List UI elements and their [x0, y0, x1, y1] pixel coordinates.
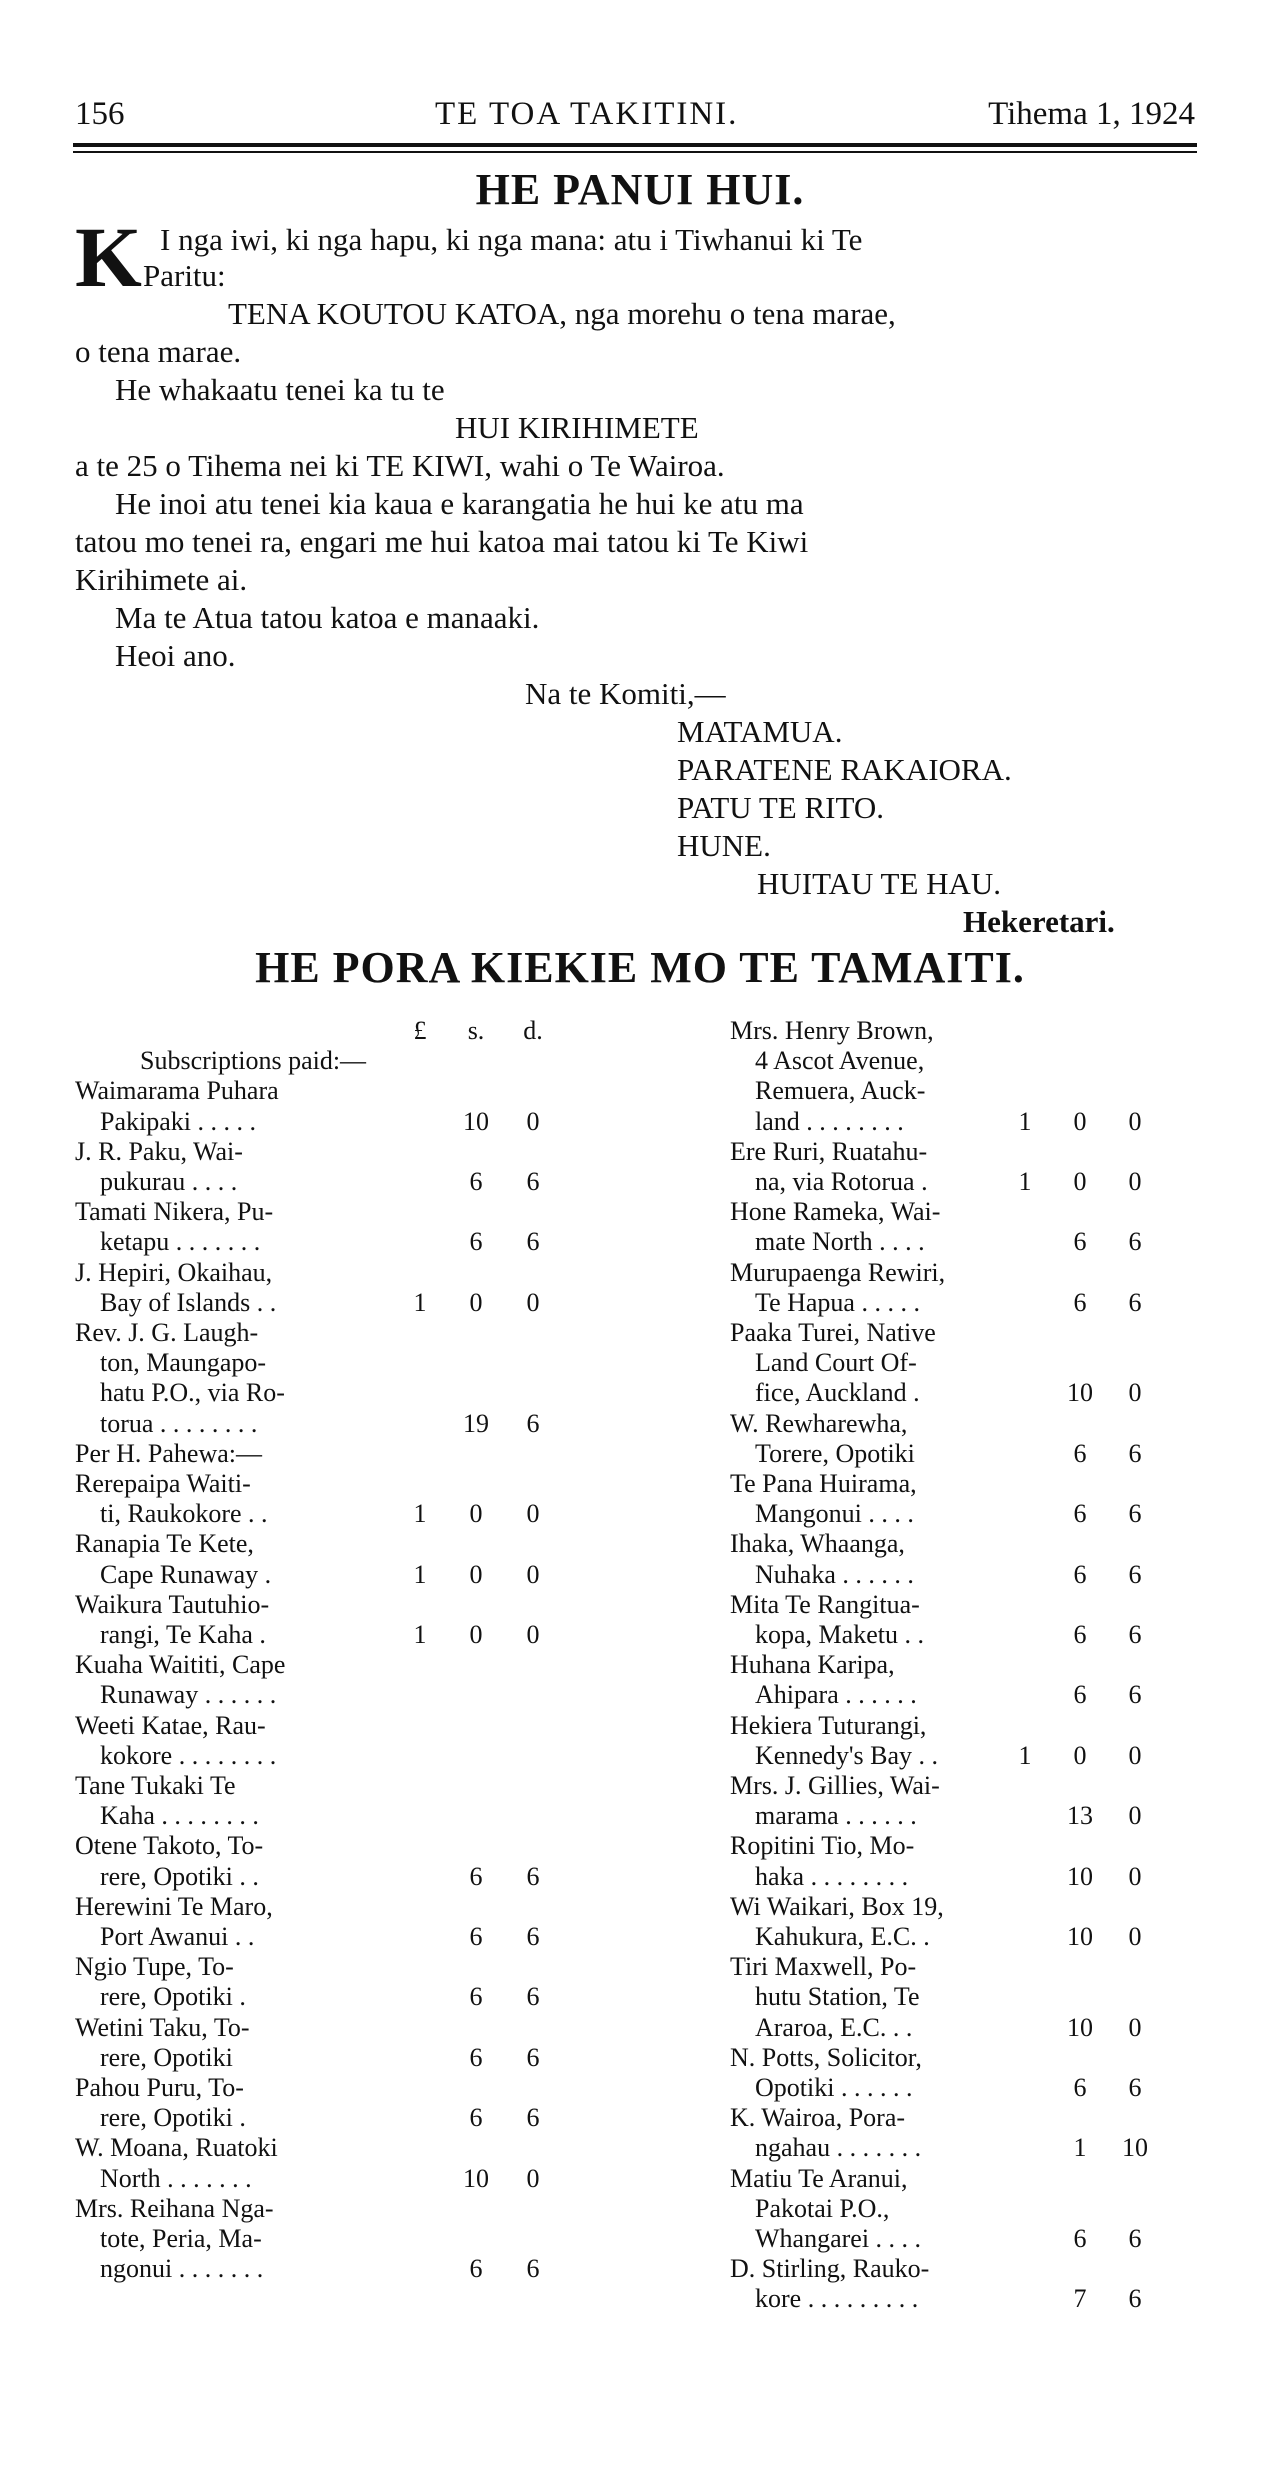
amount-pounds: [405, 2103, 435, 2133]
amount-shillings: [461, 1439, 491, 1469]
subscriber-line: Ahipara . . . . . .: [755, 1680, 917, 1710]
subscriber-line: Opotiki . . . . . .: [755, 2073, 913, 2102]
subscriber-line: Waikura Tautuhio-: [75, 1589, 270, 1619]
page-header: [75, 96, 1195, 140]
subscriber-line: J. Hepiri, Okaihau,: [75, 1257, 273, 1287]
subscriber-line: rere, Opotiki: [100, 2042, 233, 2072]
amount-shillings: 13: [1067, 1801, 1093, 1831]
subscriber-line: Ranapia Te Kete,: [75, 1529, 254, 1559]
subscriber-line: ketapu . . . . . . .: [100, 1227, 261, 1257]
subscriber-line: Hone Rameka, Wai-: [730, 1197, 941, 1227]
amount-pence: 6: [526, 2254, 540, 2284]
subscriber-line: ton, Maungapo-: [100, 1348, 267, 1378]
column-header-shillings: s.: [467, 1016, 485, 1045]
subscriber-line: torua . . . . . . . .: [100, 1408, 258, 1438]
subscriber-line: rere, Opotiki .: [100, 2103, 246, 2133]
notice-line: Hekeretari.: [963, 904, 1115, 939]
subscriber-line: mate North . . . .: [755, 1227, 925, 1257]
notice-title: HE PANUI HUI.: [475, 165, 805, 214]
amount-pounds: [1010, 2284, 1040, 2314]
subscriber-line: Pakipaki . . . . .: [100, 1106, 256, 1136]
subscriber-line: Bay of Islands . .: [100, 1287, 277, 1317]
amount-shillings: 6: [1073, 1287, 1087, 1317]
amount-pounds: [405, 1741, 435, 1771]
amount-pence: [518, 1439, 548, 1469]
amount-pounds: [1010, 1862, 1040, 1892]
subscriber-line: Pakotai P.O.,: [755, 2193, 890, 2223]
amount-shillings: 6: [1073, 1227, 1087, 1257]
notice-line: HUI KIRIHIMETE: [455, 410, 699, 445]
amount-pounds: [405, 1982, 435, 2012]
subscriber-line: Nuhaka . . . . . .: [755, 1559, 914, 1589]
header-rule-thin: [73, 151, 1197, 153]
subscriber-line: 4 Ascot Avenue,: [755, 1046, 925, 1076]
subscriber-line: ngonui . . . . . . .: [100, 2254, 264, 2284]
amount-pounds: [405, 2254, 435, 2284]
notice-line: Na te Komiti,—: [525, 676, 726, 711]
notice-line: HUITAU TE HAU.: [757, 866, 1002, 901]
subscriber-line: Kahukura, E.C. .: [755, 1922, 930, 1951]
amount-shillings: 0: [1073, 1106, 1087, 1136]
amount-shillings: 6: [469, 1167, 483, 1196]
amount-pence: 10: [1122, 2133, 1148, 2163]
amount-pence: 6: [526, 1861, 540, 1891]
amount-shillings: 6: [1073, 1438, 1087, 1468]
subscriber-line: ti, Raukokore . .: [100, 1499, 268, 1529]
amount-pence: 0: [1128, 1740, 1142, 1770]
amount-shillings: 6: [1073, 1499, 1087, 1529]
subscriber-line: Rerepaipa Waiti-: [75, 1469, 251, 1498]
amount-pence: 0: [526, 1106, 540, 1136]
amount-shillings: 6: [469, 1227, 483, 1257]
amount-pounds: 1: [413, 1620, 427, 1649]
amount-pence: [518, 1801, 548, 1831]
subscriber-line: rere, Opotiki .: [100, 1982, 246, 2012]
subscriber-line: Runaway . . . . . .: [100, 1680, 277, 1710]
amount-pence: 0: [1128, 1922, 1142, 1951]
amount-pence: 6: [1128, 1438, 1142, 1468]
amount-pounds: [405, 2043, 435, 2073]
amount-pounds: 1: [1018, 1740, 1032, 1770]
amount-pounds: 1: [413, 1559, 427, 1589]
notice-line: PATU TE RITO.: [677, 790, 884, 825]
subscriptions-intro: Subscriptions paid:—: [140, 1046, 367, 1076]
amount-shillings: 6: [469, 2103, 483, 2133]
amount-shillings: 6: [469, 1861, 483, 1891]
amount-pence: 6: [526, 1167, 540, 1196]
amount-shillings: 6: [469, 2042, 483, 2072]
notice-line: Kirihimete ai.: [75, 562, 248, 597]
amount-shillings: 0: [1073, 1167, 1087, 1196]
amount-pounds: [1010, 2224, 1040, 2254]
subscriber-line: Remuera, Auck-: [755, 1076, 926, 1106]
amount-shillings: 10: [1067, 1861, 1093, 1891]
subscriber-line: fice, Auckland .: [755, 1378, 920, 1408]
subscriber-line: Te Pana Huirama,: [730, 1469, 917, 1498]
subscriber-line: Ere Ruri, Ruatahu-: [730, 1136, 928, 1166]
subscriber-line: Per H. Pahewa:—: [75, 1438, 263, 1468]
subscriber-line: Kuaha Waititi, Cape: [75, 1650, 286, 1680]
amount-pence: [518, 1741, 548, 1771]
amount-pounds: 1: [413, 1287, 427, 1317]
subscriber-line: Torere, Opotiki: [755, 1438, 915, 1468]
amount-shillings: 19: [463, 1408, 489, 1438]
amount-shillings: 0: [469, 1499, 483, 1529]
amount-shillings: 6: [1073, 1559, 1087, 1589]
subscriber-line: Cape Runaway .: [100, 1559, 272, 1589]
notice-line: MATAMUA.: [677, 714, 843, 749]
amount-pounds: [405, 1107, 435, 1137]
amount-shillings: 0: [469, 1287, 483, 1317]
subscriber-line: kopa, Maketu . .: [755, 1620, 924, 1649]
amount-pounds: [1010, 1680, 1040, 1710]
notice-line: Paritu:: [143, 258, 226, 293]
notice-line: I nga iwi, ki nga hapu, ki nga mana: atu i Tiwhanui ki Te: [160, 222, 863, 257]
amount-pounds: 1: [413, 1499, 427, 1529]
subscriber-line: Pahou Puru, To-: [75, 2073, 244, 2102]
subscriber-line: Matiu Te Aranui,: [730, 2163, 908, 2193]
subscriber-line: tote, Peria, Ma-: [100, 2224, 262, 2253]
subscriber-line: Weeti Katae, Rau-: [75, 1710, 266, 1740]
amount-pence: 6: [1128, 1680, 1142, 1710]
amount-pounds: [1010, 1288, 1040, 1318]
notice-line: He inoi atu tenei kia kaua e karangatia he hui ke atu ma: [115, 486, 804, 521]
subscriber-line: Otene Takoto, To-: [75, 1831, 264, 1861]
subscriber-line: Whangarei . . . .: [755, 2224, 922, 2253]
subscriptions-title: HE PORA KIEKIE MO TE TAMAITI.: [255, 943, 1025, 992]
amount-shillings: [461, 1741, 491, 1771]
notice-line: TENA KOUTOU KATOA, nga morehu o tena marae,: [228, 296, 896, 331]
subscriber-line: Tane Tukaki Te: [75, 1771, 236, 1800]
amount-shillings: 6: [1073, 2073, 1087, 2102]
amount-pence: 6: [526, 1982, 540, 2012]
amount-pence: 6: [1128, 1227, 1142, 1257]
subscriber-line: kore . . . . . . . . .: [755, 2284, 919, 2314]
issue-date: Tihema 1, 1924: [988, 96, 1195, 132]
amount-shillings: 6: [1073, 1680, 1087, 1710]
subscriber-line: ngahau . . . . . . .: [755, 2133, 922, 2163]
amount-shillings: 6: [469, 1922, 483, 1951]
amount-pounds: [405, 1801, 435, 1831]
amount-pounds: [1010, 1227, 1040, 1257]
subscriber-line: Araroa, E.C. . .: [755, 2012, 913, 2042]
amount-pounds: [1010, 1620, 1040, 1650]
amount-shillings: 10: [1067, 2012, 1093, 2042]
amount-pounds: [1010, 2073, 1040, 2103]
amount-pounds: [1010, 2133, 1040, 2163]
subscriber-line: Waimarama Puhara: [75, 1076, 279, 1106]
amount-shillings: 0: [469, 1620, 483, 1649]
subscriber-line: Ngio Tupe, To-: [75, 1952, 234, 1982]
subscriber-line: marama . . . . . .: [755, 1801, 917, 1831]
subscriber-line: hatu P.O., via Ro-: [100, 1378, 285, 1408]
amount-pounds: [1010, 1439, 1040, 1469]
amount-pence: 0: [1128, 2012, 1142, 2042]
subscriber-line: D. Stirling, Rauko-: [730, 2254, 930, 2284]
amount-pence: 6: [526, 1408, 540, 1438]
amount-pence: 6: [1128, 2073, 1142, 2102]
amount-pence: 6: [1128, 1287, 1142, 1317]
subscriber-line: North . . . . . . .: [100, 2163, 252, 2193]
amount-pence: 0: [1128, 1167, 1142, 1196]
amount-shillings: 0: [1073, 1740, 1087, 1770]
subscriber-line: na, via Rotorua .: [755, 1167, 928, 1196]
amount-pence: 6: [1128, 2224, 1142, 2253]
amount-pence: 6: [526, 2103, 540, 2133]
publication-title: TE TOA TAKITINI.: [435, 96, 739, 132]
subscriber-line: haka . . . . . . . .: [755, 1861, 909, 1891]
subscriber-line: Tamati Nikera, Pu-: [75, 1197, 274, 1227]
subscriber-line: Kennedy's Bay . .: [755, 1740, 939, 1770]
amount-shillings: [461, 1680, 491, 1710]
amount-shillings: 7: [1073, 2284, 1087, 2314]
amount-pence: [518, 1680, 548, 1710]
amount-shillings: 10: [463, 1106, 489, 1136]
subscriber-line: N. Potts, Solicitor,: [730, 2042, 922, 2072]
amount-pounds: 1: [1018, 1167, 1032, 1196]
amount-pounds: [405, 2164, 435, 2194]
subscriber-line: Paaka Turei, Native: [730, 1318, 936, 1347]
amount-pounds: [405, 1227, 435, 1257]
amount-pence: 6: [1128, 1620, 1142, 1649]
amount-pounds: [405, 1922, 435, 1952]
subscriber-line: Herewini Te Maro,: [75, 1891, 273, 1921]
subscriber-line: W. Rewharewha,: [730, 1408, 908, 1438]
amount-shillings: 10: [1067, 1378, 1093, 1408]
amount-pounds: [405, 1862, 435, 1892]
notice-line: HUNE.: [677, 828, 771, 863]
subscriber-line: Wetini Taku, To-: [75, 2012, 250, 2042]
subscriptions-left-column: [75, 1016, 615, 2346]
subscriber-line: W. Moana, Ruatoki: [75, 2133, 278, 2163]
amount-shillings: 6: [469, 2254, 483, 2284]
subscriber-line: Mrs. Reihana Nga-: [75, 2193, 274, 2223]
subscriber-line: Hekiera Tuturangi,: [730, 1710, 927, 1740]
notice-line: Heoi ano.: [115, 638, 236, 673]
subscriber-line: rere, Opotiki . .: [100, 1861, 259, 1891]
amount-pence: 0: [1128, 1861, 1142, 1891]
amount-pounds: [405, 1167, 435, 1197]
subscriber-line: Ihaka, Whaanga,: [730, 1529, 905, 1559]
amount-pence: 6: [1128, 1499, 1142, 1529]
drop-cap: K: [75, 209, 142, 305]
subscriber-line: Mrs. Henry Brown,: [730, 1016, 934, 1045]
amount-shillings: 10: [463, 2163, 489, 2193]
amount-pence: 0: [1128, 1801, 1142, 1831]
subscriptions-right-column: [730, 1016, 1210, 2346]
amount-pence: 6: [1128, 1559, 1142, 1589]
amount-shillings: 1: [1073, 2133, 1087, 2163]
amount-pounds: [405, 1439, 435, 1469]
amount-shillings: 6: [1073, 2224, 1087, 2253]
subscriber-line: Ropitini Tio, Mo-: [730, 1831, 915, 1861]
amount-pounds: [1010, 1560, 1040, 1590]
amount-shillings: 10: [1067, 1922, 1093, 1951]
amount-pounds: [1010, 1922, 1040, 1952]
subscriber-line: Mangonui . . . .: [755, 1499, 914, 1529]
subscriber-line: Te Hapua . . . . .: [755, 1287, 920, 1317]
subscriber-line: Land Court Of-: [755, 1348, 917, 1378]
subscriber-line: Kaha . . . . . . . .: [100, 1801, 259, 1831]
amount-pounds: [1010, 1378, 1040, 1408]
subscriber-line: pukurau . . . .: [100, 1167, 238, 1196]
amount-pence: 0: [526, 1499, 540, 1529]
subscriber-line: Port Awanui . .: [100, 1922, 255, 1951]
amount-shillings: 6: [1073, 1620, 1087, 1649]
subscriber-line: Wi Waikari, Box 19,: [730, 1891, 944, 1921]
amount-pounds: [405, 1409, 435, 1439]
amount-pence: 0: [526, 1287, 540, 1317]
amount-pounds: [1010, 2013, 1040, 2043]
notice-line: PARATENE RAKAIORA.: [677, 752, 1012, 787]
amount-pence: 0: [1128, 1106, 1142, 1136]
amount-shillings: 0: [469, 1559, 483, 1589]
amount-pounds: [405, 1680, 435, 1710]
subscriber-line: Mrs. J. Gillies, Wai-: [730, 1771, 940, 1800]
subscriber-line: Rev. J. G. Laugh-: [75, 1318, 259, 1347]
subscriber-line: K. Wairoa, Pora-: [730, 2103, 906, 2133]
amount-pounds: [1010, 1801, 1040, 1831]
notice-line: o tena marae.: [75, 334, 242, 369]
subscriber-line: land . . . . . . . .: [755, 1106, 904, 1136]
notice-line: a te 25 o Tihema nei ki TE KIWI, wahi o Te Wairoa.: [75, 448, 725, 483]
header-rule-thick: [73, 143, 1197, 147]
subscriber-line: rangi, Te Kaha .: [100, 1620, 266, 1649]
amount-shillings: 6: [469, 1982, 483, 2012]
amount-pence: 0: [526, 2163, 540, 2193]
subscriber-line: J. R. Paku, Wai-: [75, 1136, 243, 1166]
amount-pounds: 1: [1018, 1106, 1032, 1136]
subscriber-line: Mita Te Rangitua-: [730, 1589, 920, 1619]
subscriber-line: Tiri Maxwell, Po-: [730, 1952, 917, 1982]
amount-pence: 6: [526, 2042, 540, 2072]
amount-pence: 0: [526, 1620, 540, 1649]
amount-pence: 6: [1128, 2284, 1142, 2314]
amount-pence: 0: [1128, 1378, 1142, 1408]
subscriber-line: hutu Station, Te: [755, 1982, 920, 2012]
subscriber-line: Murupaenga Rewiri,: [730, 1257, 946, 1287]
page-number: 156: [75, 96, 125, 132]
column-header-pounds: £: [413, 1016, 427, 1045]
amount-pence: 0: [526, 1559, 540, 1589]
amount-pounds: [1010, 1499, 1040, 1529]
amount-pence: 6: [526, 1227, 540, 1257]
notice-line: Ma te Atua tatou katoa e manaaki.: [115, 600, 540, 635]
amount-shillings: [461, 1801, 491, 1831]
notice-line: He whakaatu tenei ka tu te: [115, 372, 445, 407]
subscriber-line: Huhana Karipa,: [730, 1650, 895, 1680]
notice-line: tatou mo tenei ra, engari me hui katoa mai tatou ki Te Kiwi: [75, 524, 809, 559]
amount-pence: 6: [526, 1922, 540, 1951]
subscriber-line: kokore . . . . . . . .: [100, 1740, 277, 1770]
column-header-pence: d.: [523, 1016, 543, 1045]
